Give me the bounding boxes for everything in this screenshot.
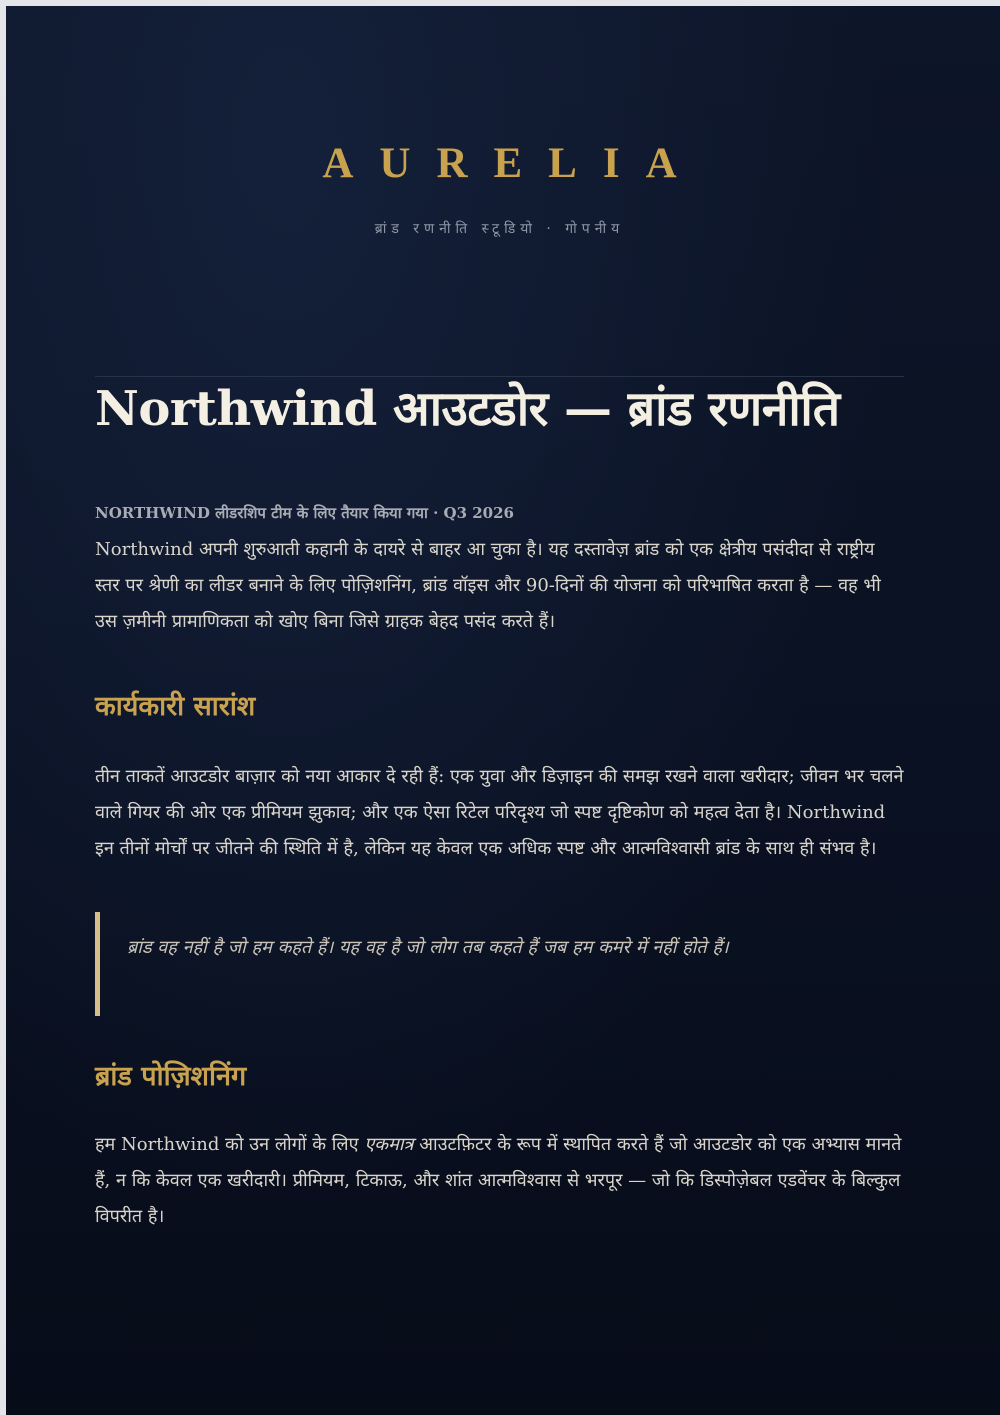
brand-logo: AURELIA: [322, 140, 703, 187]
document-title: Northwind आउटडोर — ब्रांड रणनीति: [95, 381, 840, 437]
section-heading-summary: कार्यकारी सारांश: [95, 691, 256, 722]
document-meta: NORTHWIND लीडरशिप टीम के लिए तैयार किया गया · Q3 2026: [95, 504, 514, 522]
intro-paragraph: Northwind अपनी शुरुआती कहानी के दायरे से बाहर आ चुका है। यह दस्तावेज़ ब्रांड को एक क्षेत्रीय पसंदीदा से राष्ट्रीय स्तर पर श्रेणी का लीडर बनाने के लिए पोज़िशनिंग, ब्रांड वॉइस और 90-दिनों की योजना को परिभाषित करता है — वह भी उस ज़मीनी प्रामाणिकता को खोए बिना जिसे ग्राहक बेहद पसंद करते हैं।: [95, 539, 881, 632]
brand-tagline: ब्रांड रणनीति स्टूडियो · गोपनीय: [374, 221, 625, 237]
document-page: [6, 6, 1000, 1415]
positioning-text-lead: हम Northwind को उन लोगों के लिए: [95, 1134, 365, 1155]
positioning-text-rest: आउटफ़िटर के रूप में स्थापित करते हैं जो आउटडोर को एक अभ्यास मानते हैं, न कि केवल एक खरीदारी। प्रीमियम, टिकाऊ, और शांत आत्मविश्वास से भरपूर — जो कि डिस्पोज़ेबल एडवेंचर के बिल्कुल विपरीत है।: [95, 1134, 902, 1227]
section-heading-positioning: ब्रांड पोज़िशनिंग: [95, 1061, 247, 1092]
positioning-emphasis: एकमात्र: [364, 1134, 414, 1155]
positioning-paragraph: [95, 1127, 904, 1235]
pull-quote-text: ब्रांड वह नहीं है जो हम कहते हैं। यह वह है जो लोग तब कहते हैं जब हम कमरे में नहीं होते हैं।: [127, 937, 729, 958]
summary-paragraph: तीन ताकतें आउटडोर बाज़ार को नया आकार दे रही हैं: एक युवा और डिज़ाइन की समझ रखने वाला खरीदार; जीवन भर चलने वाले गियर की ओर एक प्रीमियम झुकाव; और एक ऐसा रिटेल परिदृश्य जो स्पष्ट दृष्टिकोण को महत्व देता है। Northwind इन तीनों मोर्चों पर जीतने की स्थिति में है, लेकिन यह केवल एक अधिक स्पष्ट और आत्मविश्वासी ब्रांड के साथ ही संभव है।: [95, 766, 904, 859]
masthead: [95, 6, 904, 238]
pull-quote: [95, 912, 904, 1016]
